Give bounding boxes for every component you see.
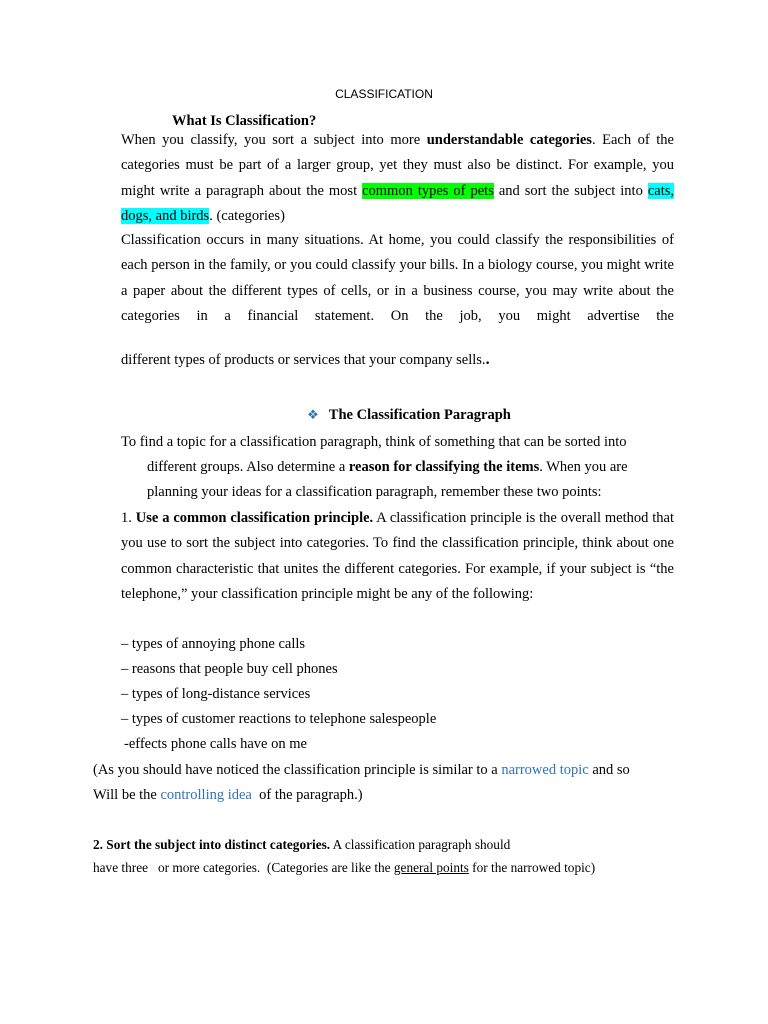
blue-text: narrowed topic	[501, 762, 589, 778]
point-number: 1.	[121, 510, 136, 526]
heading-text: The Classification Paragraph	[328, 407, 511, 423]
text: and so	[588, 762, 630, 778]
point-1-paragraph	[121, 506, 674, 607]
document-title: CLASSIFICATION	[335, 87, 433, 101]
highlight-cyan: cats, dogs, and birds	[121, 182, 674, 224]
paragraph-situations-last-line	[121, 347, 490, 373]
text: . (categories)	[209, 207, 285, 224]
text: Will be the	[93, 787, 161, 803]
highlight-green: common types of pets	[362, 182, 494, 199]
text: (As you should have noticed the classification principle is similar to a	[93, 762, 502, 778]
intro-line-2	[147, 455, 628, 480]
point-2-line-2	[93, 855, 595, 880]
text: different groups. Also determine a	[147, 459, 349, 475]
bold-text: Use a common classification principle.	[135, 510, 374, 526]
text: When you classify, you sort a subject into more	[121, 132, 427, 148]
bold-text: reason for classifying the items	[348, 459, 540, 475]
note-line-2	[93, 783, 363, 808]
note-line-1	[93, 758, 630, 783]
list-item: – types of customer reactions to telephone salespeople	[121, 711, 437, 727]
bold-dot: .	[485, 351, 490, 368]
point-2-line-1	[93, 832, 510, 857]
paragraph-situations: Classification occurs in many situations. At home, you could classify the responsibilities of each person in the family, or you could classify your bills. In a biology course, you might write a paper about the different types of cells, or in a business course, you may write about the categories in a financial statement. On the job, you might advertise the	[121, 232, 674, 324]
bold-text: 2. Sort the subject into distinct categories.	[93, 837, 331, 852]
bold-text: understandable categories	[426, 132, 592, 148]
text: have three or more categories. (Categories are like the	[93, 860, 394, 875]
intro-line-3: planning your ideas for a classification paragraph, remember these two points:	[147, 484, 602, 500]
list-item: – reasons that people buy cell phones	[121, 661, 338, 677]
list-item: – types of annoying phone calls	[121, 636, 306, 652]
what-is-classification-heading: What Is Classification?	[172, 113, 317, 129]
text: for the narrowed topic)	[468, 860, 596, 875]
text: of the paragraph.)	[251, 787, 363, 803]
text: . Each of the categories must be part of a larger group, yet they must also be distinct. For example, you might write a paragraph about the most	[121, 132, 674, 199]
diamond-bullet-icon: ❖	[307, 407, 319, 422]
list-item: -effects phone calls have on me	[124, 736, 307, 752]
text: and sort the subject into	[493, 182, 648, 199]
blue-text: controlling idea	[160, 787, 252, 803]
text: A classification paragraph should	[330, 837, 511, 852]
underlined-text: general points	[393, 860, 469, 875]
text: different types of products or services that your company sells.	[121, 352, 486, 368]
list-item: – types of long-distance services	[121, 686, 311, 702]
text: A classification principle is the overall method that you use to sort the subject into categories. To find the classification principle, think about one common characteristic that unites the different categories. For example, if your subject is “the telephone,” your classification principle might be any of the following:	[121, 510, 674, 602]
intro-line-1: To find a topic for a classification paragraph, think of something that can be sorted into	[121, 434, 627, 450]
paragraph-definition	[121, 128, 674, 229]
classification-paragraph-heading	[0, 407, 768, 424]
examples-list	[121, 632, 436, 757]
text: . When you are	[539, 459, 628, 475]
